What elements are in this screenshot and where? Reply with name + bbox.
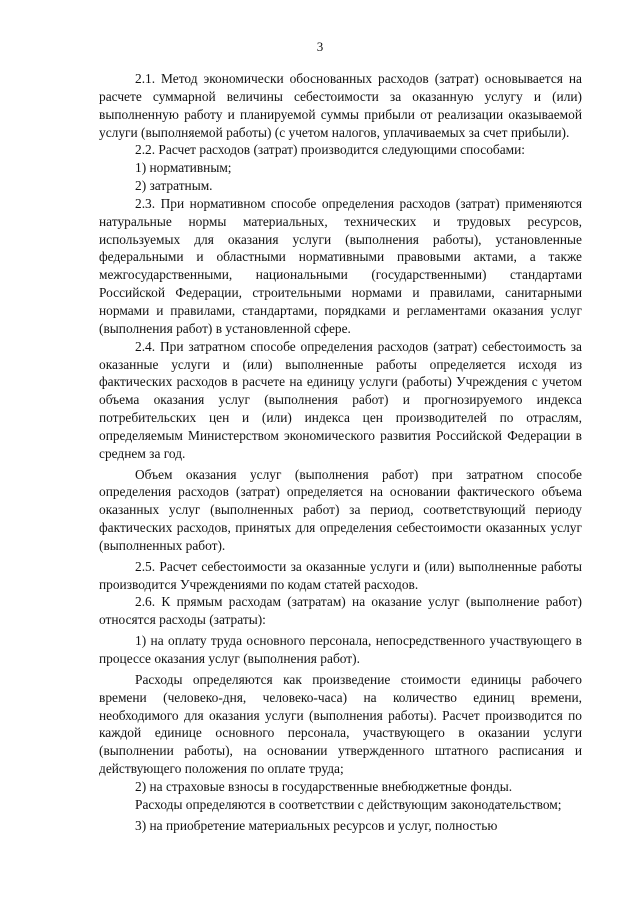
list-item-labor: 1) на оплату труда основного персонала, непосредственного участвующего в процессе оказания услуг (выполнения работ). <box>99 633 582 666</box>
paragraph-2-5: 2.5. Расчет себестоимости за оказанные услуги и (или) выполненные работы производится Учреждениями по кодам статей расходов. <box>99 558 582 592</box>
paragraph-2-2: 2.2. Расчет расходов (затрат) производится следующими способами: <box>135 142 526 158</box>
paragraph-insurance-calc: Расходы определяются в соответствии с действующим законодательством; <box>135 796 562 812</box>
page-number: 3 <box>316 39 324 54</box>
paragraph-2-4: 2.4. При затратном способе определения расходов (затрат) себестоимость за оказанные услуги и (или) выполненные работы определяется исходя из фактических расходов в расчете на единицу услуги (работы) Учреждения с учетом объема оказания услуг (выполнения работ) и прогнозируемого индекса потребительских цен и (или) индекса цен производителей по отраслям, определяемым Министерством экономического развития Российской Федерации в среднем за год. <box>99 338 582 461</box>
paragraph-volume: Объем оказания услуг (выполнения работ) при затратном способе определения расходов (затрат) определяется на основании фактического объема оказанных услуг (выполненных работ) за период, соответствующий периоду фактических расходов, принятых для определения себестоимости оказанных услуг (выполненных работ). <box>99 466 582 553</box>
list-item-materials: 3) на приобретение материальных ресурсов и услуг, полностью <box>135 817 498 833</box>
list-item-normative: 1) нормативным; <box>135 160 232 176</box>
paragraph-labor-calc: Расходы определяются как произведение стоимости единицы рабочего времени (человеко-дня, человеко-часа) на количество единиц времени, необходимого для оказания услуги (выполнения работы). Расчет производится по каждой единице основного персонала, участвующего в оказании услуги (выполнении работы), на основании утвержденного штатного расписания и действующего положения по оплате труда; <box>99 671 582 777</box>
list-item-cost: 2) затратным. <box>135 178 213 194</box>
list-item-insurance: 2) на страховые взносы в государственные внебюджетные фонды. <box>135 778 513 794</box>
paragraph-2-1: 2.1. Метод экономически обоснованных расходов (затрат) основывается на расчете суммарной величины себестоимости за оказанную услугу и (или) выполненную работу и планируемой суммы прибыли от реализации оказываемой услуги (выполняемой работы) (с учетом налогов, уплачиваемых за счет прибыли). <box>99 71 582 140</box>
paragraph-2-6: 2.6. К прямым расходам (затратам) на оказание услуг (выполнение работ) относятся расходы (затраты): <box>99 594 582 628</box>
document-body <box>99 70 582 834</box>
paragraph-2-3: 2.3. При нормативном способе определения расходов (затрат) применяются натуральные нормы материальных, технических и трудовых ресурсов, используемых для оказания услуги (выполнения работы), установленные федеральными и областными нормативными правовыми актами, а также межгосударственными, национальными (государственными) стандартами Российской Федерации, строительными нормами и правилами, санитарными нормами и правилами, стандартами, порядками и регламентами оказания услуг (выполнения работ) в установленной сфере. <box>99 195 582 336</box>
